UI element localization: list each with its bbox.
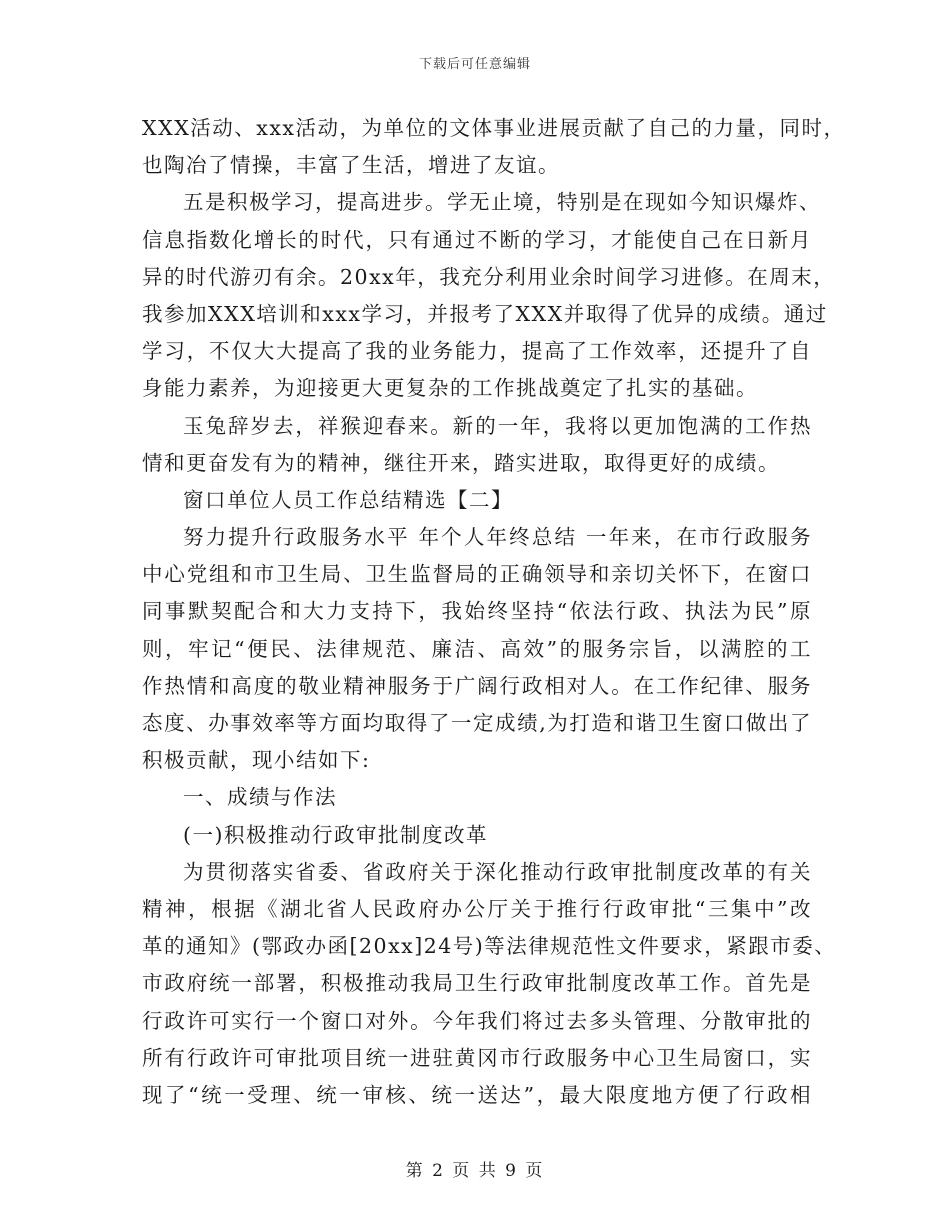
text-line: 革的通知》(鄂政办函[20xx]24号)等法律规范性文件要求，紧跟市委、	[142, 934, 837, 959]
text-line: 积极贡献，现小结如下:	[142, 748, 371, 773]
text-line: 市政府统一部署，积极推动我局卫生行政审批制度改革工作。首先是	[142, 971, 812, 996]
text-line: 中心党组和市卫生局、卫生监督局的正确领导和亲切关怀下，在窗口	[142, 562, 812, 587]
text-line: 则，牢记“便民、法律规范、廉洁、高效”的服务宗旨，以满腔的工	[142, 636, 812, 661]
text-line: 我参加XXX培训和xxx学习，并报考了XXX并取得了优异的成绩。通过	[142, 301, 828, 326]
text-line: 所有行政许可审批项目统一进驻黄冈市行政服务中心卫生局窗口，实	[142, 1045, 812, 1070]
text-line: 精神，根据《湖北省人民政府办公厅关于推行行政审批“三集中”改	[142, 896, 812, 921]
text-line: 异的时代游刃有余。20xx年，我充分利用业余时间学习进修。在周末，	[142, 264, 836, 289]
heading-level-1: 一、成绩与作法	[183, 785, 337, 810]
text-line: 信息指数化增长的时代，只有通过不断的学习，才能使自己在日新月	[142, 227, 812, 252]
text-line: 身能力素养，为迎接更大更复杂的工作挑战奠定了扎实的基础。	[142, 376, 758, 401]
paragraph-start-line: 玉兔辞岁去，祥猴迎春来。新的一年，我将以更加饱满的工作热	[183, 413, 812, 438]
page-header: 下载后可任意编辑	[418, 57, 531, 72]
text-line: 现了“统一受理、统一审核、统一送达”，最大限度地方便了行政相	[142, 1082, 812, 1107]
text-line: 同事默契配合和大力支持下，我始终坚持“依法行政、执法为民”原	[142, 599, 812, 624]
text-line: 情和更奋发有为的精神，继往开来，踏实进取，取得更好的成绩。	[142, 450, 780, 475]
section-title: 窗口单位人员工作总结精选【二】	[183, 487, 513, 512]
paragraph-start-line: 五是积极学习，提高进步。学无止境，特别是在现如今知识爆炸、	[183, 190, 821, 215]
paragraph-start-line: 努力提升行政服务水平 年个人年终总结 一年来，在市行政服务	[183, 525, 812, 550]
heading-level-2: (一)积极推动行政审批制度改革	[183, 822, 488, 847]
page-number: 第 2 页 共 9 页	[405, 1161, 545, 1181]
document-body	[142, 110, 846, 1114]
paragraph-start-line: 为贯彻落实省委、省政府关于深化推动行政审批制度改革的有关	[183, 859, 812, 884]
text-line: 作热情和高度的敬业精神服务于广阔行政相对人。在工作纪律、服务	[142, 673, 812, 698]
text-line: 也陶冶了情操，丰富了生活，增进了友谊。	[142, 153, 560, 178]
text-line: 行政许可实行一个窗口对外。今年我们将过去多头管理、分散审批的	[142, 1008, 812, 1033]
text-line: 态度、办事效率等方面均取得了一定成绩,为打造和谐卫生窗口做出了	[142, 711, 812, 735]
text-line: 学习，不仅大大提高了我的业务能力，提高了工作效率，还提升了自	[142, 339, 812, 364]
text-line: XXX活动、xxx活动，为单位的文体事业进展贡献了自己的力量，同时，	[142, 116, 846, 140]
